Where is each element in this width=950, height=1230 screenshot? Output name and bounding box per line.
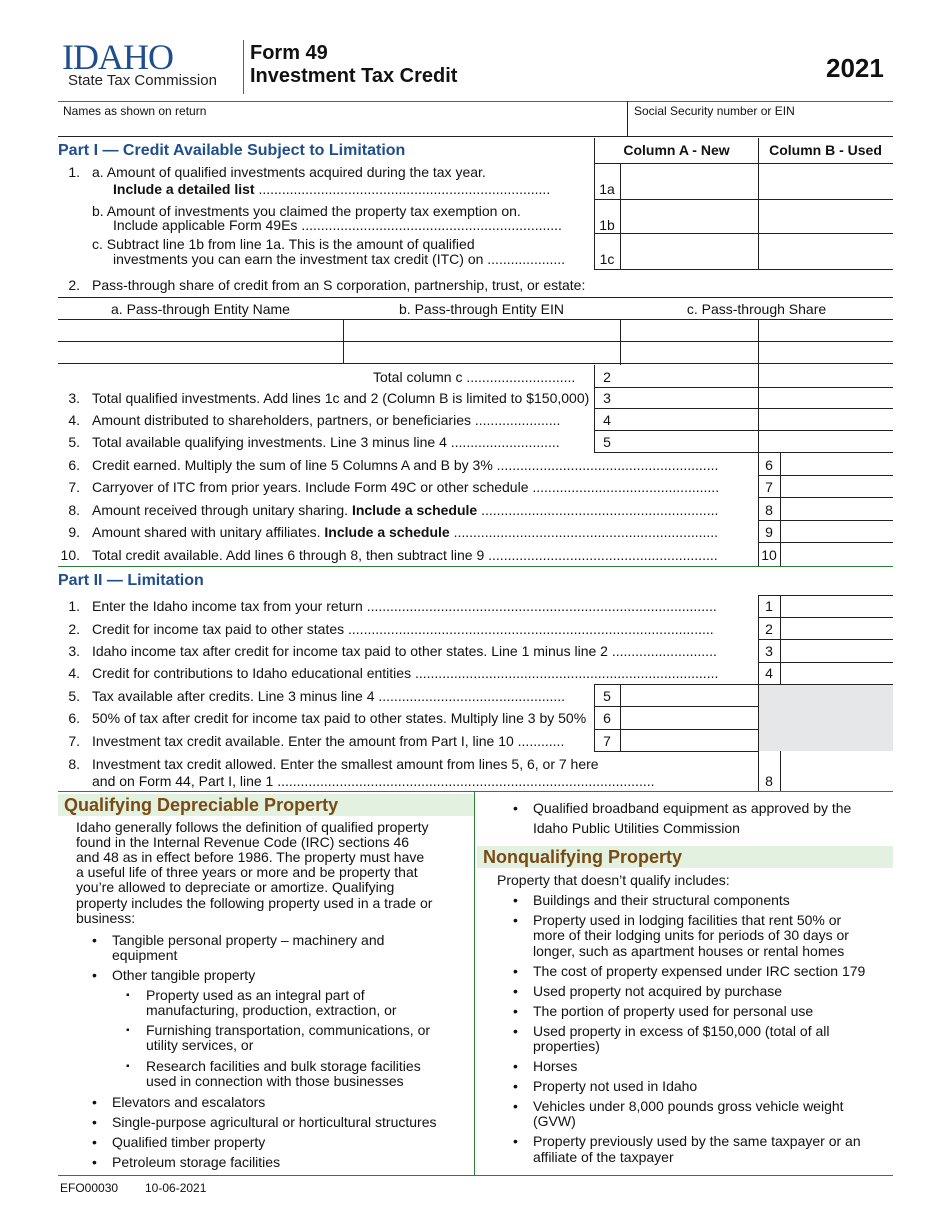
p2-m-v-right [758, 684, 759, 751]
p2-l2-box-label: 2 [765, 621, 773, 637]
p1-l10-text: Total credit available. Add lines 6 through 8, then subtract line 9 ........................................................... [92, 547, 718, 563]
qual-b7-l2: Idaho Public Utilities Commission [533, 820, 740, 836]
qual-bullet-6 [112, 1155, 280, 1170]
p2-l1-input[interactable] [781, 596, 893, 617]
qual-s1-l1: Property used as an integral part of [146, 987, 365, 1003]
p2-l8-num: 8. [68, 756, 80, 772]
p1-total-c-col-b[interactable] [759, 366, 893, 387]
p1-l1a-dots: ........................................................................... [254, 181, 551, 197]
part2-bottom-line [58, 791, 893, 792]
nonqual-bullet-3 [533, 964, 865, 979]
p1-l2-text: Pass-through share of credit from an S corporation, partnership, trust, or estate: [92, 277, 586, 293]
p1-l8-num: 8. [68, 502, 80, 518]
total-c-text: Total column c ............................ [373, 369, 576, 385]
logo [60, 38, 235, 94]
p2-l4-num: 4. [68, 665, 80, 681]
p2-l2-text: Credit for income tax paid to other states .............................................................................................. [92, 621, 714, 637]
nonqual-bullet-1 [533, 893, 790, 908]
qual-bullet-5 [112, 1135, 265, 1150]
grid-v-left [594, 164, 595, 269]
p2-l3-text: Idaho income tax after credit for income tax paid to other states. Line 1 minus line 2 ........................... [92, 643, 717, 659]
qual-sub-2 [146, 1023, 430, 1038]
nonqual-intro: Property that doesn’t qualify includes: [497, 872, 730, 888]
p2-l7-input[interactable] [621, 730, 758, 751]
part1-title: Part I — Credit Available Subject to Limitation [58, 142, 406, 159]
qualifying-para-6: property includes the following property used in a trade or [76, 895, 433, 911]
p2-l6-num: 6. [68, 710, 80, 726]
nonqual-bullet-8 [533, 1079, 697, 1094]
qual-b1-l2: equipment [112, 947, 178, 963]
qual-b3: Elevators and escalators [112, 1094, 266, 1110]
pt-row1-share-a[interactable] [621, 320, 758, 341]
qual-s2-l2: utility services, or [146, 1037, 254, 1053]
qual-s3-l2: used in connection with those businesses [146, 1073, 404, 1089]
p1-l7-input[interactable] [781, 476, 893, 497]
nonqual-bullet-10 [533, 1134, 861, 1149]
p2-m-h3 [594, 751, 758, 752]
p2-m-v-left [594, 684, 595, 751]
qual-bullet-4 [112, 1115, 436, 1130]
qualifying-para-2: found in the Internal Revenue Code (IRC) sections 46 [76, 834, 410, 850]
col-b-label: Column B - Used [769, 142, 882, 158]
p2-l6-box-label: 6 [603, 710, 611, 726]
logo-word: IDAHO [62, 37, 173, 77]
p2-l3-num: 3. [68, 643, 80, 659]
id-bottom-line [58, 136, 893, 137]
p1-l5-col-a[interactable] [621, 431, 758, 452]
p1-l9-num: 9. [68, 524, 80, 540]
p1-1a-col-b[interactable] [759, 164, 893, 199]
nonqual-bullet-6 [533, 1024, 830, 1039]
p1-1c-col-a[interactable] [621, 234, 758, 269]
nonqual-n4: Used property not acquired by purchase [533, 983, 783, 999]
p2-l1-box-label: 1 [765, 598, 773, 614]
p1-l3-text: Total qualified investments. Add lines 1c and 2 (Column B is limited to $150,000) [92, 390, 590, 406]
p2-l5-box-label: 5 [603, 688, 611, 704]
p1-l8-bold: Include a schedule [351, 502, 478, 518]
nonqual-bullet-5 [533, 1004, 813, 1019]
pt-top-line [58, 297, 893, 298]
qual-b5: Qualified timber property [112, 1134, 266, 1150]
nonqual-n10-l1: Property previously used by the same taxpayer or an [533, 1133, 861, 1149]
nonqual-bullet-2 [533, 913, 841, 928]
part2-title: Part II — Limitation [58, 572, 204, 589]
pt-row2-share-b[interactable] [759, 342, 893, 363]
id-top-line [58, 101, 893, 102]
p2-l4-box-label: 4 [765, 665, 773, 681]
nonqual-n5: The portion of property used for personal use [533, 1003, 814, 1019]
pt-col-b-label: b. Pass-through Entity EIN [399, 301, 564, 317]
qual-bullet-2 [112, 968, 255, 983]
grid-h-1c [594, 269, 893, 270]
nonqual-n9-l2: (GVW) [533, 1113, 576, 1129]
header-divider [243, 40, 244, 94]
p1-l3-col-a[interactable] [621, 388, 758, 408]
p1-l7-num: 7. [68, 479, 80, 495]
pt-col-a-label: a. Pass-through Entity Name [111, 301, 290, 317]
p2-shaded-area [759, 685, 893, 751]
qual-s1-l2: manufacturing, production, extraction, or [146, 1002, 397, 1018]
p1-l9-input[interactable] [781, 521, 893, 542]
nonqual-n6-l2: properties) [533, 1038, 600, 1054]
p1-l6-text: Credit earned. Multiply the sum of line 5 Columns A and B by 3% ......................................................... [92, 457, 719, 473]
p2-l5-text: Tax available after credits. Line 3 minus line 4 ................................................ [92, 688, 566, 704]
nonqual-bullet-9 [533, 1099, 844, 1114]
qualifying-title: Qualifying Depreciable Property [58, 794, 474, 816]
p2-l7-text: Investment tax credit available. Enter the amount from Part I, line 10 ............ [92, 733, 565, 749]
qual-bullet-1 [112, 933, 384, 948]
p1-l1c-text: c. Subtract line 1b from line 1a. This is the amount of qualified [92, 236, 475, 252]
p1-l9-text [92, 524, 718, 540]
p1-l8-text [92, 502, 718, 518]
p2-l2-input[interactable] [781, 618, 893, 639]
p2-l7-box-label: 7 [603, 733, 611, 749]
qualifying-para-5: you’re allowed to depreciate or amortize. Qualifying [76, 879, 395, 895]
p1-l5-text: Total available qualifying investments. Line 3 minus line 4 ............................ [92, 434, 560, 450]
form-number: Form 49 [250, 42, 328, 64]
qual-b6: Petroleum storage facilities [112, 1154, 281, 1170]
qual-s2-l1: Furnishing transportation, communications, or [146, 1022, 431, 1038]
p1-l1a-text: a. Amount of qualified investments acquired during the tax year. [92, 164, 486, 180]
p1-l5-box-label: 5 [603, 434, 611, 450]
p1-l5-col-b[interactable] [759, 431, 893, 452]
qual-b2: Other tangible property [112, 967, 256, 983]
nonqual-n7: Horses [533, 1058, 578, 1074]
g2-v-left [594, 365, 595, 453]
ssn-label: Social Security number or EIN [634, 104, 795, 118]
p1-l6-input[interactable] [781, 453, 893, 475]
p1-1c-col-b[interactable] [759, 234, 893, 269]
p1-l5-num: 5. [68, 434, 80, 450]
total-c-box-label: 2 [603, 369, 611, 385]
p1-l10-num: 10. [60, 547, 80, 563]
pt-h3 [58, 363, 893, 364]
p1-l7-text: Carryover of ITC from prior years. Include Form 49C or other schedule ................................................ [92, 479, 720, 495]
p2-l5-input[interactable] [621, 685, 758, 706]
p2-l1-text: Enter the Idaho income tax from your return .......................................................................................... [92, 598, 717, 614]
instr-bottom-line [58, 1175, 893, 1176]
p1-1a-col-a[interactable] [621, 164, 758, 199]
qualifying-para-1: Idaho generally follows the definition of qualified property [76, 819, 429, 835]
nonqual-bullet-4 [533, 984, 782, 999]
p1-l1b-text2: Include applicable Form 49Es ................................................................... [113, 217, 562, 233]
nonqual-bullet-7 [533, 1059, 577, 1074]
nonqual-n8: Property not used in Idaho [533, 1078, 698, 1094]
instr-col-divider [474, 792, 475, 1175]
p1-l1c-text2: investments you can earn the investment tax credit (ITC) on .................... [113, 251, 566, 267]
p1-l3-num: 3. [68, 390, 80, 406]
qual-b1-l1: Tangible personal property – machinery and [112, 932, 385, 948]
p1-1b-col-b[interactable] [759, 200, 893, 233]
p2-l8-text1: Investment tax credit allowed. Enter the smallest amount from lines 5, 6, or 7 here [92, 756, 599, 772]
qualifying-para-7: business: [76, 910, 136, 926]
qual-sub-3 [146, 1059, 421, 1074]
nonqualifying-title: Nonqualifying Property [477, 846, 893, 868]
names-label: Names as shown on return [63, 104, 207, 118]
p1-l9-box-label: 9 [765, 524, 773, 540]
p1-total-c-col-a[interactable] [621, 366, 758, 387]
p1-l4-col-b[interactable] [759, 409, 893, 430]
p1-l4-num: 4. [68, 412, 80, 428]
p1-l1b-text: b. Amount of investments you claimed the property tax exemption on. [92, 203, 521, 219]
p1-l3-box-label: 3 [603, 390, 611, 406]
qual-bullet-7 [533, 801, 851, 816]
qualifying-para-3: and 48 as in effect before 1986. The property must have [76, 849, 425, 865]
nonqual-n6-l1: Used property in excess of $150,000 (total of all [533, 1023, 830, 1039]
col-a-label: Column A - New [623, 142, 730, 158]
p2-l1-num: 1. [68, 598, 80, 614]
p2-l2-num: 2. [68, 621, 80, 637]
nonqual-n2-l1: Property used in lodging facilities that rent 50% or [533, 912, 842, 928]
p2-g-v-left [758, 595, 759, 685]
form-title: Investment Tax Credit [250, 65, 458, 87]
pt-row1-name[interactable] [58, 320, 343, 341]
p1-l10-input[interactable] [781, 543, 893, 566]
pt-row2-name[interactable] [58, 342, 343, 363]
part1-bottom-line [58, 566, 893, 567]
qual-b7-l1: Qualified broadband equipment as approved by the [533, 800, 852, 816]
nonqual-n10-l2: affiliate of the taxpayer [533, 1149, 674, 1165]
p1-l7-box-label: 7 [765, 479, 773, 495]
p1-l1-num: 1. [68, 164, 80, 180]
qual-sub-1 [146, 988, 365, 1003]
p1-l3-col-b[interactable] [759, 388, 893, 408]
pt-row2-share-a[interactable] [621, 342, 758, 363]
p1-l2-num: 2. [68, 277, 80, 293]
g3-v-left [758, 452, 759, 567]
p1-l1a-bold: Include a detailed list [113, 181, 255, 197]
pt-col-c-label: c. Pass-through Share [686, 301, 827, 317]
p1-l8-box-label: 8 [765, 502, 773, 518]
ssn-input[interactable] [628, 118, 893, 136]
p2-l4-text: Credit for contributions to Idaho educational entities .............................................................................. [92, 665, 719, 681]
p1-l9-bold: Include a schedule [324, 524, 450, 540]
names-input[interactable] [58, 118, 626, 136]
pt-row1-ein[interactable] [344, 320, 620, 341]
p1-l4-box-label: 4 [603, 412, 611, 428]
p1-l6-box-label: 6 [765, 457, 773, 473]
p1-1a-box-label: 1a [599, 181, 615, 197]
nonqual-n1: Buildings and their structural components [533, 892, 790, 908]
p1-l8-dots: ............................................................. [477, 502, 719, 518]
qual-s3-l1: Research facilities and bulk storage facilities [146, 1058, 421, 1074]
nonqual-n3: The cost of property expensed under IRC section 179 [533, 963, 866, 979]
p2-l8-box-label: 8 [765, 773, 773, 789]
nonqual-n9-l1: Vehicles under 8,000 pounds gross vehicle weight [533, 1098, 844, 1114]
p1-l8-pre: Amount received through unitary sharing. [92, 502, 352, 518]
p1-l6-num: 6. [68, 457, 80, 473]
p2-l3-box-label: 3 [765, 643, 773, 659]
qual-b4: Single-purpose agricultural or horticultural structures [112, 1114, 437, 1130]
nonqual-n2-l2: more of their lodging units for periods of 30 days or [533, 927, 849, 943]
p1-l9-dots: .................................................................... [449, 524, 719, 540]
qualifying-para-4: a useful life of three years or more and be property that [76, 864, 418, 880]
pt-row1-share-b[interactable] [759, 320, 893, 341]
p1-l4-col-a[interactable] [621, 409, 758, 430]
qual-bullet-3 [112, 1095, 265, 1110]
footer-code: EFO00030 [60, 1181, 119, 1195]
p1-l8-input[interactable] [781, 498, 893, 520]
p1-l4-text: Amount distributed to shareholders, partners, or beneficiaries ...................... [92, 412, 561, 428]
p1-1c-box-label: 1c [599, 251, 615, 267]
p2-l8-text2: and on Form 44, Part I, line 1 ................................................................................................. [92, 773, 655, 789]
p1-l10-box-label: 10 [761, 547, 777, 563]
footer-date: 10-06-2021 [145, 1181, 207, 1195]
tax-year: 2021 [826, 53, 884, 83]
logo-subtitle: State Tax Commission [68, 72, 217, 89]
p2-l5-num: 5. [68, 688, 80, 704]
p2-l6-input[interactable] [621, 707, 758, 729]
p2-l7-num: 7. [68, 733, 80, 749]
p2-l8-input[interactable] [781, 752, 893, 791]
p1-l1a-text2 [113, 181, 550, 197]
p2-l8-v-left [758, 751, 759, 791]
p2-l4-input[interactable] [781, 663, 893, 684]
p1-l9-pre: Amount shared with unitary affiliates. [92, 524, 325, 540]
p2-l3-input[interactable] [781, 640, 893, 662]
nonqual-n2-l3: longer, such as apartment houses or rental homes [533, 943, 845, 959]
pt-row2-ein[interactable] [344, 342, 620, 363]
p1-1b-col-a[interactable] [621, 200, 758, 233]
p2-l6-text: 50% of tax after credit for income tax paid to other states. Multiply line 3 by 50% [92, 710, 587, 726]
p1-1b-box-label: 1b [599, 217, 615, 233]
